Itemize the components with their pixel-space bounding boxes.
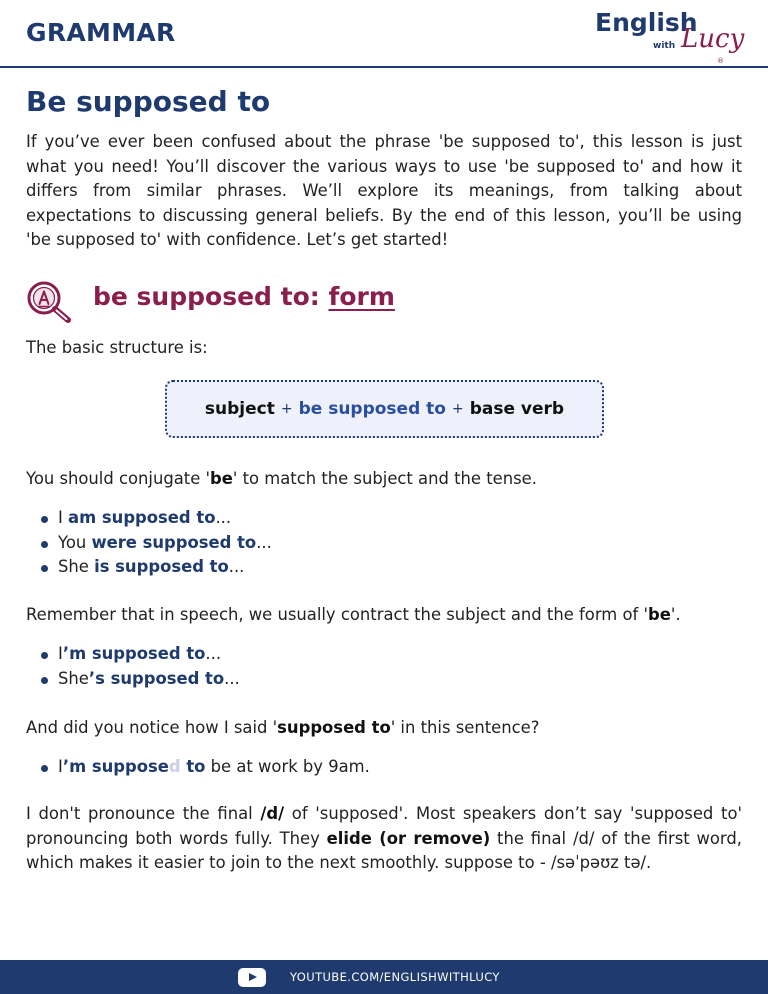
example-ellipsis: ... <box>205 644 222 663</box>
section-title-link[interactable]: form <box>328 282 395 311</box>
final-text: of 'supposed'. Most speakers don’t say 'supposed to' pronouncing both words fully. They <box>26 804 742 848</box>
example-ellipsis: ... <box>228 557 245 577</box>
page-footer <box>0 960 768 994</box>
page-title: Be supposed to <box>26 85 271 118</box>
notice-text-bold: supposed to <box>277 718 391 737</box>
conjugation-examples-list <box>40 506 272 580</box>
list-item <box>40 531 272 556</box>
logo-registered-mark: ® <box>717 57 724 65</box>
contraction-examples-list <box>40 642 240 691</box>
remember-text-start: Remember that in speech, we usually contract the subject and the form of ' <box>26 605 648 624</box>
example-phrase: is supposed to <box>94 557 229 577</box>
example-phrase-end: to <box>180 757 206 776</box>
basic-structure-text: The basic structure is: <box>26 338 208 357</box>
conjugate-text-start: You should conjugate ' <box>26 469 211 488</box>
example-subject: I <box>58 508 69 527</box>
notice-text-end: ' in this sentence? <box>390 718 540 737</box>
remember-text-end: '. <box>670 605 681 624</box>
section-heading <box>26 278 742 324</box>
youtube-icon[interactable] <box>238 968 266 987</box>
example-phrase: ’m supposed to <box>62 644 206 663</box>
list-item <box>40 555 272 580</box>
conjugate-text <box>26 469 537 488</box>
list-item <box>40 642 240 667</box>
example-ellipsis: ... <box>215 508 232 527</box>
final-text-bold: /d/ <box>260 804 285 823</box>
example-subject: She <box>58 557 95 577</box>
intro-paragraph: If you’ve ever been confused about the phrase 'be supposed to', this lesson is just what you need! You’ll discover the various ways to use 'be supposed to' and how it differs from similar phrases. We’ll explore its meanings, from talking about expectations to discussing general beliefs. By the end of this lesson, you’ll be using 'be supposed to' with confidence. Let’s get started! <box>26 132 742 249</box>
final-text: the final /d/ of the first word, which makes it easier to join to the next smoothly. suppose to - /səˈpəʊz tə/. <box>26 828 742 873</box>
example-phrase: were supposed to <box>91 532 257 552</box>
example-subject: I <box>58 644 63 663</box>
example-rest: be at work by 9am. <box>205 757 370 776</box>
pronunciation-paragraph <box>26 802 742 876</box>
section-title <box>93 282 395 311</box>
page-header <box>0 0 768 70</box>
example-phrase: ’s supposed to <box>88 668 225 688</box>
elided-letter: d <box>168 757 181 776</box>
example-subject: She <box>58 668 89 688</box>
notice-text-start: And did you notice how I said ' <box>26 718 278 737</box>
elision-example-list <box>40 755 370 780</box>
example-ellipsis: ... <box>224 668 240 688</box>
example-phrase: ’m suppose <box>62 757 169 776</box>
list-item <box>40 667 240 692</box>
logo-with: with <box>653 41 676 51</box>
conjugate-text-end: ' to match the subject and the tense. <box>232 469 537 488</box>
english-with-lucy-logo <box>595 8 755 64</box>
example-subject: You <box>58 532 92 552</box>
conjugate-text-bold: be <box>210 469 233 488</box>
notice-text <box>26 718 539 737</box>
example-subject: I <box>58 757 63 776</box>
formula-plus: + <box>451 401 464 417</box>
final-text-bold: elide (or remove) <box>326 828 491 848</box>
remember-text <box>26 605 681 624</box>
formula-plus: + <box>280 401 293 417</box>
logo-english: English <box>595 8 698 37</box>
form-formula-box <box>165 380 604 438</box>
header-title: GRAMMAR <box>26 18 176 47</box>
logo-lucy: Lucy <box>681 24 745 54</box>
magnifier-letter-a-icon <box>26 280 74 324</box>
header-divider <box>0 66 768 68</box>
formula-be-supposed-to: be supposed to <box>298 399 446 419</box>
section-title-prefix: be supposed to: <box>93 282 329 311</box>
list-item <box>40 755 370 780</box>
formula-base-verb: base verb <box>469 399 565 419</box>
footer-link[interactable]: YOUTUBE.COM/ENGLISHWITHLUCY <box>290 970 500 984</box>
formula-subject: subject <box>204 399 275 419</box>
example-ellipsis: ... <box>256 532 272 552</box>
final-text: I don't pronounce the final <box>26 804 261 823</box>
list-item <box>40 506 272 531</box>
remember-text-bold: be <box>647 605 671 624</box>
example-phrase: am supposed to <box>68 508 216 527</box>
